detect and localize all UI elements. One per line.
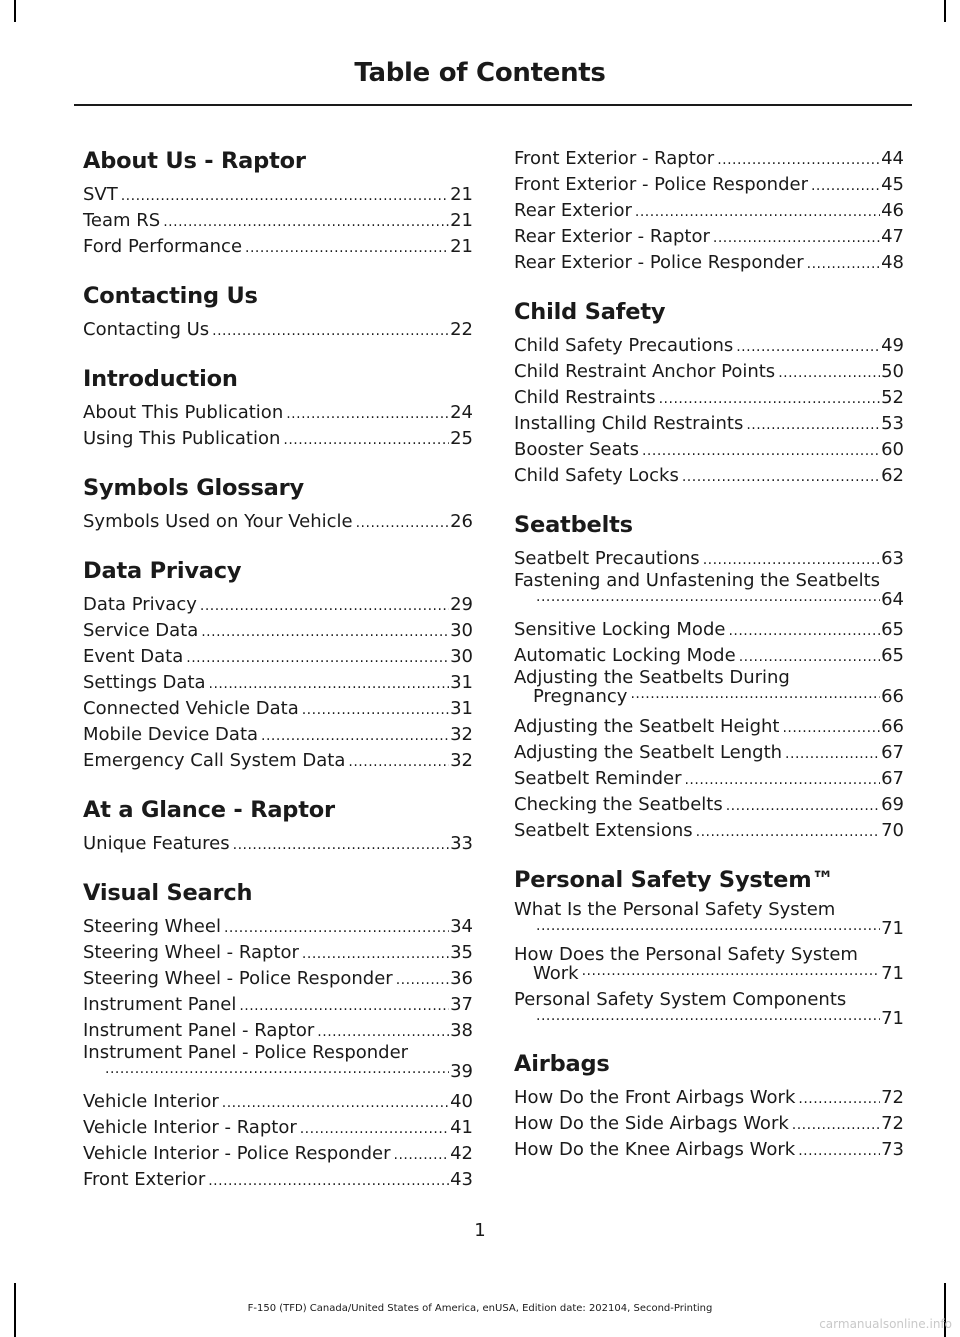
entry-title: Team RS: [83, 210, 161, 231]
footer-edition-info: F-150 (TFD) Canada/United States of America, enUSA, Edition date: 202104, Second-Printing: [247, 1303, 713, 1314]
toc-section-child-safety: [514, 297, 904, 489]
toc-entry-list: [514, 333, 904, 489]
toc-entry-sensitive-locking-mode[interactable]: [514, 617, 904, 643]
entry-title: Symbols Used on Your Vehicle: [83, 511, 353, 532]
dot-leader: [208, 1174, 449, 1188]
section-heading: Introduction: [83, 366, 238, 392]
entry-page-number: 73: [881, 1139, 904, 1160]
toc-section-contacting-us: [83, 281, 473, 343]
dot-leader: [684, 773, 880, 787]
dot-leader: [283, 433, 449, 447]
dot-leader: [728, 624, 880, 638]
entry-page-number: 24: [450, 402, 473, 423]
entry-page-number: 70: [881, 820, 904, 841]
toc-entry-using-this-publication[interactable]: [83, 426, 473, 452]
toc-entry-list: [514, 146, 904, 276]
toc-entry-list: [514, 1085, 904, 1163]
entry-title: Rear Exterior: [514, 200, 632, 221]
toc-entry-mobile-device-data[interactable]: [83, 722, 473, 748]
entry-title: Installing Child Restraints: [514, 413, 744, 434]
toc-entry-steering-wheel-raptor[interactable]: [83, 940, 473, 966]
entry-title: Child Restraint Anchor Points: [514, 361, 776, 382]
toc-section-visual-search: [83, 878, 473, 1193]
dot-leader: [703, 553, 880, 567]
toc-entry-about-this-publication[interactable]: [83, 400, 473, 426]
entry-title: Adjusting the Seatbelts During: [514, 667, 790, 688]
dot-leader: [224, 921, 449, 935]
entry-page-number: 21: [450, 210, 473, 231]
entry-page-number: 26: [450, 511, 473, 532]
entry-title: Booster Seats: [514, 439, 639, 460]
page-title: Table of Contents: [354, 58, 606, 88]
dot-leader: [726, 799, 880, 813]
toc-entry-checking-the-seatbelts[interactable]: [514, 792, 904, 818]
toc-entry-child-restraints[interactable]: [514, 385, 904, 411]
entry-page-number: 38: [450, 1020, 473, 1041]
entry-title: Child Restraints: [514, 387, 656, 408]
toc-entry-list: [83, 400, 473, 452]
dot-leader: [394, 1148, 450, 1162]
toc-entry-list: [514, 546, 904, 844]
entry-page-number: 34: [450, 916, 473, 937]
toc-entry-rear-exterior-police-responder[interactable]: [514, 250, 904, 276]
dot-leader: [582, 964, 881, 978]
dot-leader: [746, 418, 880, 432]
entry-continuation-line: [514, 964, 904, 983]
entry-title: Event Data: [83, 646, 184, 667]
toc-entry-list: [83, 317, 473, 343]
toc-entry-personal-safety-system-components[interactable]: [514, 991, 904, 1028]
entry-title: Instrument Panel - Raptor: [83, 1020, 315, 1041]
toc-entry-instrument-panel-raptor[interactable]: [83, 1018, 473, 1044]
toc-entry-booster-seats[interactable]: [514, 437, 904, 463]
entry-continuation-line: [514, 590, 904, 609]
dot-leader: [261, 729, 449, 743]
toc-section-introduction: [83, 364, 473, 452]
dot-leader: [209, 677, 450, 691]
entry-page-number: 72: [881, 1087, 904, 1108]
toc-section-data-privacy: [83, 556, 473, 774]
entry-page-number: 42: [450, 1143, 473, 1164]
entry-page-number: 22: [450, 319, 473, 340]
entry-title: Vehicle Interior: [83, 1091, 219, 1112]
toc-entry-installing-child-restraints[interactable]: [514, 411, 904, 437]
entry-title: Emergency Call System Data: [83, 750, 346, 771]
entry-title: Settings Data: [83, 672, 206, 693]
entry-page-number: 40: [450, 1091, 473, 1112]
dot-leader: [245, 241, 449, 255]
entry-title: Adjusting the Seatbelt Length: [514, 742, 783, 763]
toc-entry-steering-wheel[interactable]: [83, 914, 473, 940]
entry-title: Steering Wheel - Police Responder: [83, 968, 393, 989]
entry-page-number: 52: [881, 387, 904, 408]
entry-title: Service Data: [83, 620, 199, 641]
toc-entry-rear-exterior[interactable]: [514, 198, 904, 224]
dot-leader: [536, 919, 880, 933]
dot-leader: [536, 590, 880, 604]
toc-entry-child-safety-locks[interactable]: [514, 463, 904, 489]
header-rule: [74, 104, 912, 106]
toc-entry-unique-features[interactable]: [83, 831, 473, 857]
dot-leader: [635, 205, 880, 219]
toc-entry-team-rs[interactable]: [83, 208, 473, 234]
entry-title: Child Safety Locks: [514, 465, 679, 486]
entry-title: Fastening and Unfastening the Seatbelts: [514, 570, 881, 591]
entry-page-number: 69: [881, 794, 904, 815]
toc-entry-adjusting-the-seatbelt-length[interactable]: [514, 740, 904, 766]
entry-page-number: 71: [881, 1008, 904, 1029]
toc-entry-adjusting-the-seatbelts-during[interactable]: [514, 669, 904, 706]
entry-title: Checking the Seatbelts: [514, 794, 723, 815]
dot-leader: [121, 189, 449, 203]
toc-entry-how-do-the-front-airbags-work[interactable]: [514, 1085, 904, 1111]
page-header: [0, 58, 960, 88]
dot-leader: [286, 407, 449, 421]
dot-leader: [396, 973, 449, 987]
dot-leader: [300, 1122, 449, 1136]
entry-title: Instrument Panel - Police Responder: [83, 1042, 409, 1063]
toc-section-continued: [514, 146, 904, 276]
entry-continuation-line: [514, 919, 904, 938]
dot-leader: [348, 755, 449, 769]
toc-entry-adjusting-the-seatbelt-height[interactable]: [514, 714, 904, 740]
toc-section-personal-safety-system: [514, 865, 904, 1028]
entry-page-number: 60: [881, 439, 904, 460]
entry-page-number: 31: [450, 672, 473, 693]
toc-entry-seatbelt-precautions[interactable]: [514, 546, 904, 572]
entry-title: About This Publication: [83, 402, 284, 423]
entry-page-number: 41: [450, 1117, 473, 1138]
entry-title: Vehicle Interior - Police Responder: [83, 1143, 391, 1164]
toc-entry-list: [83, 182, 473, 260]
dot-leader: [696, 825, 880, 839]
entry-title: How Do the Front Airbags Work: [514, 1087, 796, 1108]
entry-title: Seatbelt Precautions: [514, 548, 700, 569]
toc-entry-data-privacy[interactable]: [83, 592, 473, 618]
dot-leader: [186, 651, 449, 665]
toc-entry-emergency-call-system-data[interactable]: [83, 748, 473, 774]
entry-page-number: 25: [450, 428, 473, 449]
toc-entry-automatic-locking-mode[interactable]: [514, 643, 904, 669]
toc-entry-list: [83, 509, 473, 535]
entry-page-number: 37: [450, 994, 473, 1015]
entry-title: Ford Performance: [83, 236, 243, 257]
section-heading: Airbags: [514, 1051, 610, 1077]
toc-right-column: [514, 146, 904, 1163]
dot-leader: [807, 257, 880, 271]
entry-title: Seatbelt Extensions: [514, 820, 693, 841]
entry-page-number: 65: [881, 645, 904, 666]
entry-page-number: 48: [881, 252, 904, 273]
section-heading: Seatbelts: [514, 512, 633, 538]
entry-page-number: 45: [881, 174, 904, 195]
dot-leader: [778, 366, 880, 380]
dot-leader: [239, 999, 449, 1013]
entry-title: Child Safety Precautions: [514, 335, 734, 356]
entry-title: Personal Safety System Components: [514, 989, 847, 1010]
toc-entry-vehicle-interior-police-responder[interactable]: [83, 1141, 473, 1167]
entry-title: Rear Exterior - Raptor: [514, 226, 710, 247]
dot-leader: [785, 747, 880, 761]
toc-entry-event-data[interactable]: [83, 644, 473, 670]
entry-continuation-line: [514, 1009, 904, 1028]
entry-page-number: 35: [450, 942, 473, 963]
toc-left-column: [83, 146, 473, 1193]
dot-leader: [302, 703, 449, 717]
entry-title: How Does the Personal Safety System: [514, 944, 858, 965]
dot-leader: [642, 444, 880, 458]
toc-entry-vehicle-interior[interactable]: [83, 1089, 473, 1115]
crop-mark-top-left: [14, 0, 16, 22]
entry-title: SVT: [83, 184, 118, 205]
entry-title: How Do the Knee Airbags Work: [514, 1139, 796, 1160]
entry-page-number: 50: [881, 361, 904, 382]
section-heading: About Us - Raptor: [83, 148, 306, 174]
page-number: 1: [474, 1220, 486, 1241]
entry-page-number: 65: [881, 619, 904, 640]
entry-page-number: 21: [450, 184, 473, 205]
toc-entry-svt[interactable]: [83, 182, 473, 208]
entry-page-number: 39: [450, 1061, 473, 1082]
dot-leader: [356, 516, 450, 530]
toc-entry-child-restraint-anchor-points[interactable]: [514, 359, 904, 385]
dot-leader: [212, 324, 449, 338]
entry-title: Using This Publication: [83, 428, 281, 449]
section-heading: Symbols Glossary: [83, 475, 304, 501]
entry-title: Automatic Locking Mode: [514, 645, 736, 666]
toc-entry-vehicle-interior-raptor[interactable]: [83, 1115, 473, 1141]
dot-leader: [200, 599, 449, 613]
toc-entry-child-safety-precautions[interactable]: [514, 333, 904, 359]
dot-leader: [717, 153, 880, 167]
section-heading: At a Glance - Raptor: [83, 797, 335, 823]
entry-title: Data Privacy: [83, 594, 197, 615]
dot-leader: [233, 838, 449, 852]
entry-page-number: 44: [881, 148, 904, 169]
toc-entry-how-does-the-personal-safety-system[interactable]: [514, 946, 904, 983]
toc-entry-rear-exterior-raptor[interactable]: [514, 224, 904, 250]
dot-leader: [782, 721, 880, 735]
entry-page-number: 64: [881, 589, 904, 610]
entry-page-number: 67: [881, 768, 904, 789]
crop-mark-top-right: [944, 0, 946, 22]
entry-title: Unique Features: [83, 833, 230, 854]
toc-entry-fastening-and-unfastening-the-seatbelts[interactable]: [514, 572, 904, 609]
watermark: carmanualsonline.info: [819, 1317, 952, 1331]
entry-page-number: 30: [450, 620, 473, 641]
entry-title: What Is the Personal Safety System: [514, 899, 836, 920]
toc-section-symbols-glossary: [83, 473, 473, 535]
toc-entry-steering-wheel-police-responder[interactable]: [83, 966, 473, 992]
entry-page-number: 66: [881, 686, 904, 707]
toc-section-airbags: [514, 1049, 904, 1163]
toc-entry-what-is-the-personal-safety-system[interactable]: [514, 901, 904, 938]
dot-leader: [317, 1025, 449, 1039]
toc-entry-how-do-the-knee-airbags-work[interactable]: [514, 1137, 904, 1163]
toc-entry-ford-performance[interactable]: [83, 234, 473, 260]
entry-page-number: 32: [450, 750, 473, 771]
entry-title: Connected Vehicle Data: [83, 698, 299, 719]
entry-title: Steering Wheel: [83, 916, 221, 937]
entry-title-continued: Pregnancy: [533, 686, 628, 707]
toc-entry-seatbelt-extensions[interactable]: [514, 818, 904, 844]
dot-leader: [811, 179, 880, 193]
dot-leader: [105, 1062, 449, 1076]
dot-leader: [163, 215, 449, 229]
dot-leader: [736, 340, 880, 354]
dot-leader: [201, 625, 449, 639]
toc-entry-settings-data[interactable]: [83, 670, 473, 696]
section-heading: Personal Safety System™: [514, 867, 834, 893]
toc-entry-front-exterior-police-responder[interactable]: [514, 172, 904, 198]
entry-page-number: 21: [450, 236, 473, 257]
entry-title: Seatbelt Reminder: [514, 768, 682, 789]
entry-title: Rear Exterior - Police Responder: [514, 252, 804, 273]
entry-page-number: 43: [450, 1169, 473, 1190]
toc-entry-front-exterior-raptor[interactable]: [514, 146, 904, 172]
dot-leader: [798, 1092, 880, 1106]
dot-leader: [798, 1144, 880, 1158]
entry-page-number: 66: [881, 716, 904, 737]
toc-entry-list: [83, 914, 473, 1193]
entry-title: Front Exterior - Raptor: [514, 148, 715, 169]
dot-leader: [792, 1118, 880, 1132]
entry-title: Instrument Panel: [83, 994, 237, 1015]
toc-entry-front-exterior[interactable]: [83, 1167, 473, 1193]
entry-title: How Do the Side Airbags Work: [514, 1113, 789, 1134]
entry-page-number: 62: [881, 465, 904, 486]
dot-leader: [536, 1009, 880, 1023]
dot-leader: [713, 231, 880, 245]
entry-title: Vehicle Interior - Raptor: [83, 1117, 297, 1138]
section-heading: Data Privacy: [83, 558, 242, 584]
entry-page-number: 32: [450, 724, 473, 745]
entry-title: Mobile Device Data: [83, 724, 259, 745]
toc-entry-how-do-the-side-airbags-work[interactable]: [514, 1111, 904, 1137]
entry-page-number: 63: [881, 548, 904, 569]
entry-title-continued: Work: [533, 963, 579, 984]
toc-entry-instrument-panel-police-responder[interactable]: [83, 1044, 473, 1081]
entry-page-number: 71: [881, 918, 904, 939]
section-heading: Contacting Us: [83, 283, 258, 309]
toc-section-about-us-raptor: [83, 146, 473, 260]
toc-entry-instrument-panel[interactable]: [83, 992, 473, 1018]
entry-continuation-line: [83, 1062, 473, 1081]
toc-entry-symbols-used-on-your-vehicle[interactable]: [83, 509, 473, 535]
entry-page-number: 30: [450, 646, 473, 667]
toc-entry-list: [83, 592, 473, 774]
section-heading: Child Safety: [514, 299, 666, 325]
dot-leader: [739, 650, 880, 664]
toc-entry-service-data[interactable]: [83, 618, 473, 644]
toc-entry-list: [514, 901, 904, 1028]
entry-page-number: 53: [881, 413, 904, 434]
entry-title: Steering Wheel - Raptor: [83, 942, 299, 963]
entry-page-number: 67: [881, 742, 904, 763]
section-heading: Visual Search: [83, 880, 253, 906]
entry-title: Sensitive Locking Mode: [514, 619, 726, 640]
dot-leader: [630, 687, 880, 701]
entry-page-number: 47: [881, 226, 904, 247]
entry-title: Front Exterior - Police Responder: [514, 174, 808, 195]
entry-title: Contacting Us: [83, 319, 210, 340]
dot-leader: [682, 470, 880, 484]
entry-page-number: 49: [881, 335, 904, 356]
entry-page-number: 71: [881, 963, 904, 984]
entry-page-number: 31: [450, 698, 473, 719]
toc-entry-list: [83, 831, 473, 857]
entry-title: Front Exterior: [83, 1169, 206, 1190]
entry-page-number: 29: [450, 594, 473, 615]
entry-page-number: 46: [881, 200, 904, 221]
dot-leader: [659, 392, 880, 406]
entry-page-number: 36: [450, 968, 473, 989]
dot-leader: [222, 1096, 449, 1110]
entry-page-number: 72: [881, 1113, 904, 1134]
entry-continuation-line: [514, 687, 904, 706]
toc-section-at-a-glance-raptor: [83, 795, 473, 857]
entry-title: Adjusting the Seatbelt Height: [514, 716, 780, 737]
dot-leader: [302, 947, 449, 961]
toc-section-seatbelts: [514, 510, 904, 844]
toc-entry-seatbelt-reminder[interactable]: [514, 766, 904, 792]
toc-entry-contacting-us[interactable]: [83, 317, 473, 343]
toc-entry-connected-vehicle-data[interactable]: [83, 696, 473, 722]
entry-page-number: 33: [450, 833, 473, 854]
